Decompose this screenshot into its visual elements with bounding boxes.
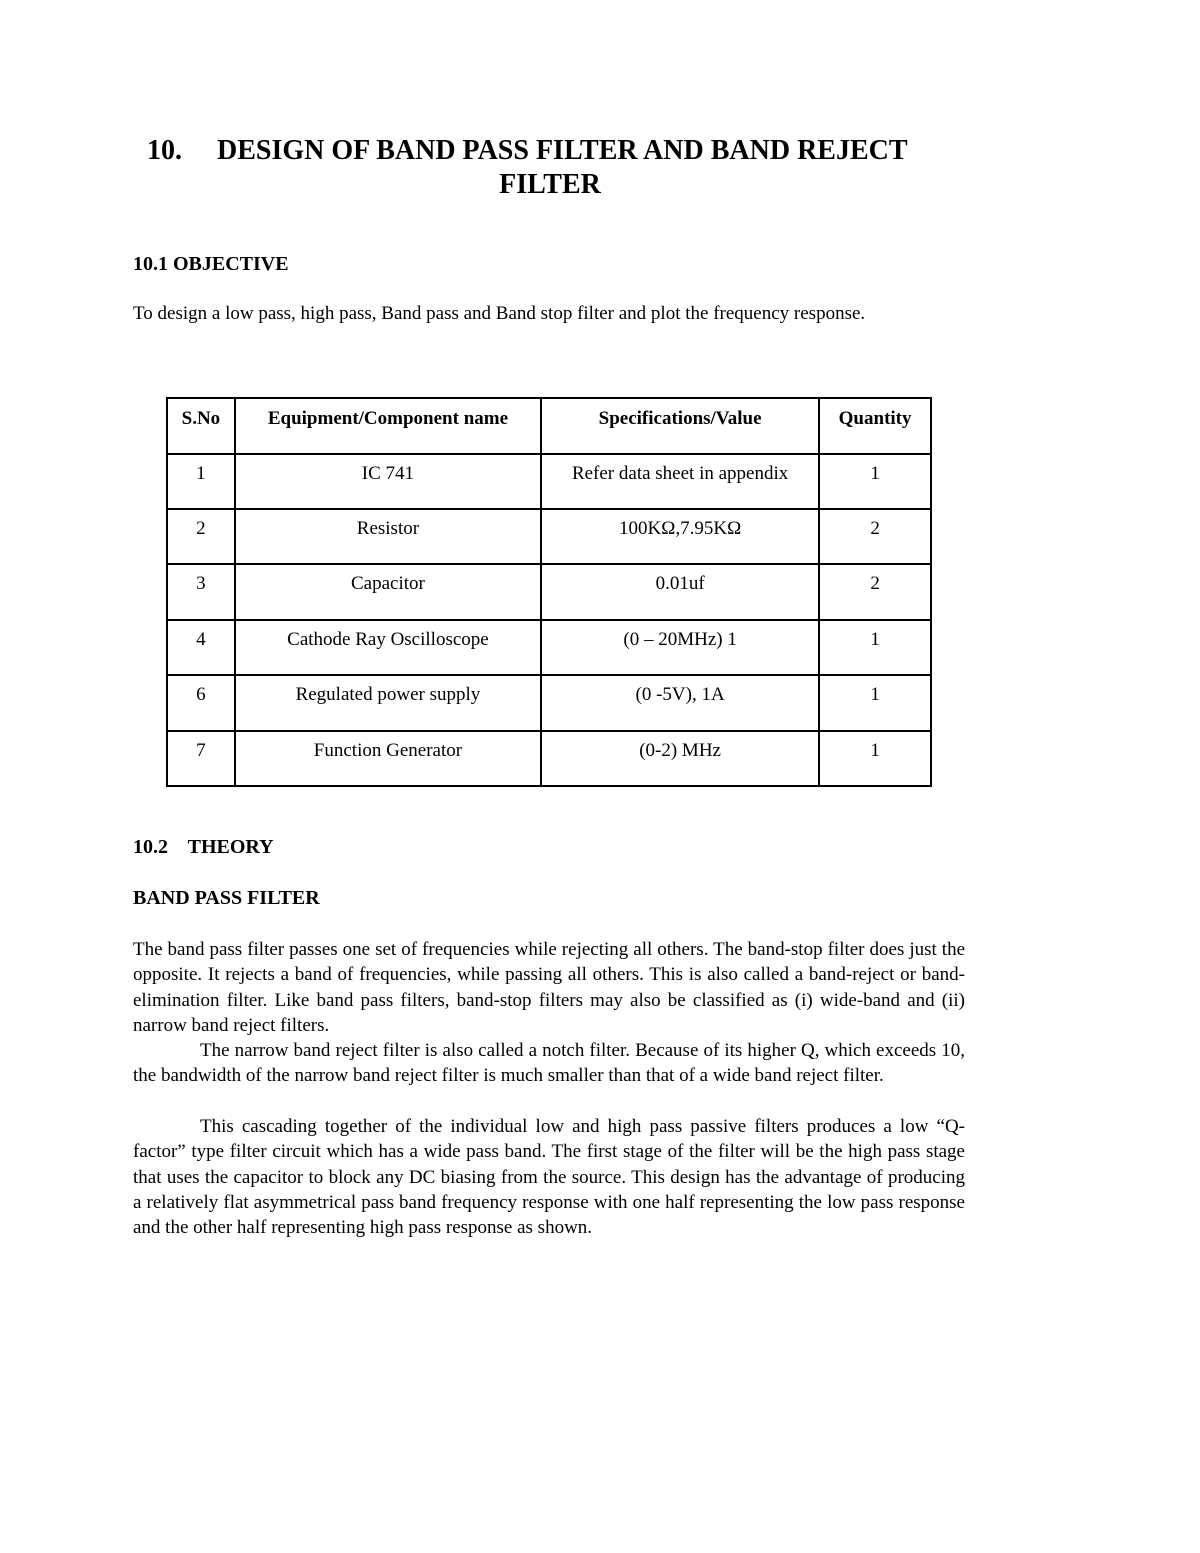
cell-equipment: Resistor (235, 509, 541, 564)
cell-sno: 3 (167, 564, 235, 620)
cell-sno: 6 (167, 675, 235, 731)
cell-quantity: 2 (819, 509, 931, 564)
cell-specification: 100KΩ,7.95KΩ (541, 509, 819, 564)
cell-sno: 7 (167, 731, 235, 786)
cell-sno: 1 (167, 454, 235, 509)
title-line-1: DESIGN OF BAND PASS FILTER AND BAND REJECT (217, 135, 908, 166)
theory-heading: 10.2 THEORY (133, 836, 274, 858)
header-sno: S.No (167, 398, 235, 454)
objective-heading: 10.1 OBJECTIVE (133, 253, 289, 275)
cell-equipment: IC 741 (235, 454, 541, 509)
header-specifications: Specifications/Value (541, 398, 819, 454)
theory-paragraph-1: The band pass filter passes one set of frequencies while rejecting all others. The band-stop filter does just the opposite. It rejects a band of frequencies, while passing all others. This is also called a band-reject or band-elimination filter. Like band pass filters, band-stop filters may also be classified as (i) wide-band and (ii) narrow band reject filters. (133, 939, 965, 1036)
cell-quantity: 1 (819, 454, 931, 509)
table-row (167, 564, 931, 620)
cell-equipment: Capacitor (235, 564, 541, 620)
cell-equipment: Function Generator (235, 731, 541, 786)
header-quantity: Quantity (819, 398, 931, 454)
title-line-2: FILTER (499, 169, 601, 200)
table-row (167, 731, 931, 786)
theory-paragraph-2: The narrow band reject filter is also called a notch filter. Because of its higher Q, which exceeds 10, the bandwidth of the narrow band reject filter is much smaller than that of a wide band reject filter. (133, 1040, 965, 1087)
cell-specification: Refer data sheet in appendix (541, 454, 819, 509)
objective-text: To design a low pass, high pass, Band pass and Band stop filter and plot the frequency response. (133, 303, 866, 324)
theory-paragraph-3: This cascading together of the individual low and high pass passive filters produces a low “Q-factor” type filter circuit which has a wide pass band. The first stage of the filter will be the high pass stage that uses the capacitor to block any DC biasing from the source. This design has the advantage of producing a relatively flat asymmetrical pass band frequency response with one half representing the low pass response and the other half representing high pass response as shown. (133, 1116, 965, 1239)
cell-equipment: Cathode Ray Oscilloscope (235, 620, 541, 675)
cell-specification: (0 – 20MHz) 1 (541, 620, 819, 675)
cell-equipment: Regulated power supply (235, 675, 541, 731)
cell-sno: 2 (167, 509, 235, 564)
cell-quantity: 2 (819, 564, 931, 620)
cell-quantity: 1 (819, 620, 931, 675)
cell-quantity: 1 (819, 675, 931, 731)
title-number: 10. (147, 135, 182, 166)
header-equipment: Equipment/Component name (235, 398, 541, 454)
table-row (167, 620, 931, 675)
table-header-row (167, 398, 931, 454)
table-row (167, 509, 931, 564)
table-row (167, 454, 931, 509)
table-row (167, 675, 931, 731)
cell-specification: (0 -5V), 1A (541, 675, 819, 731)
band-pass-filter-heading: BAND PASS FILTER (133, 887, 320, 909)
cell-sno: 4 (167, 620, 235, 675)
cell-specification: (0-2) MHz (541, 731, 819, 786)
cell-specification: 0.01uf (541, 564, 819, 620)
cell-quantity: 1 (819, 731, 931, 786)
equipment-table (166, 397, 932, 787)
